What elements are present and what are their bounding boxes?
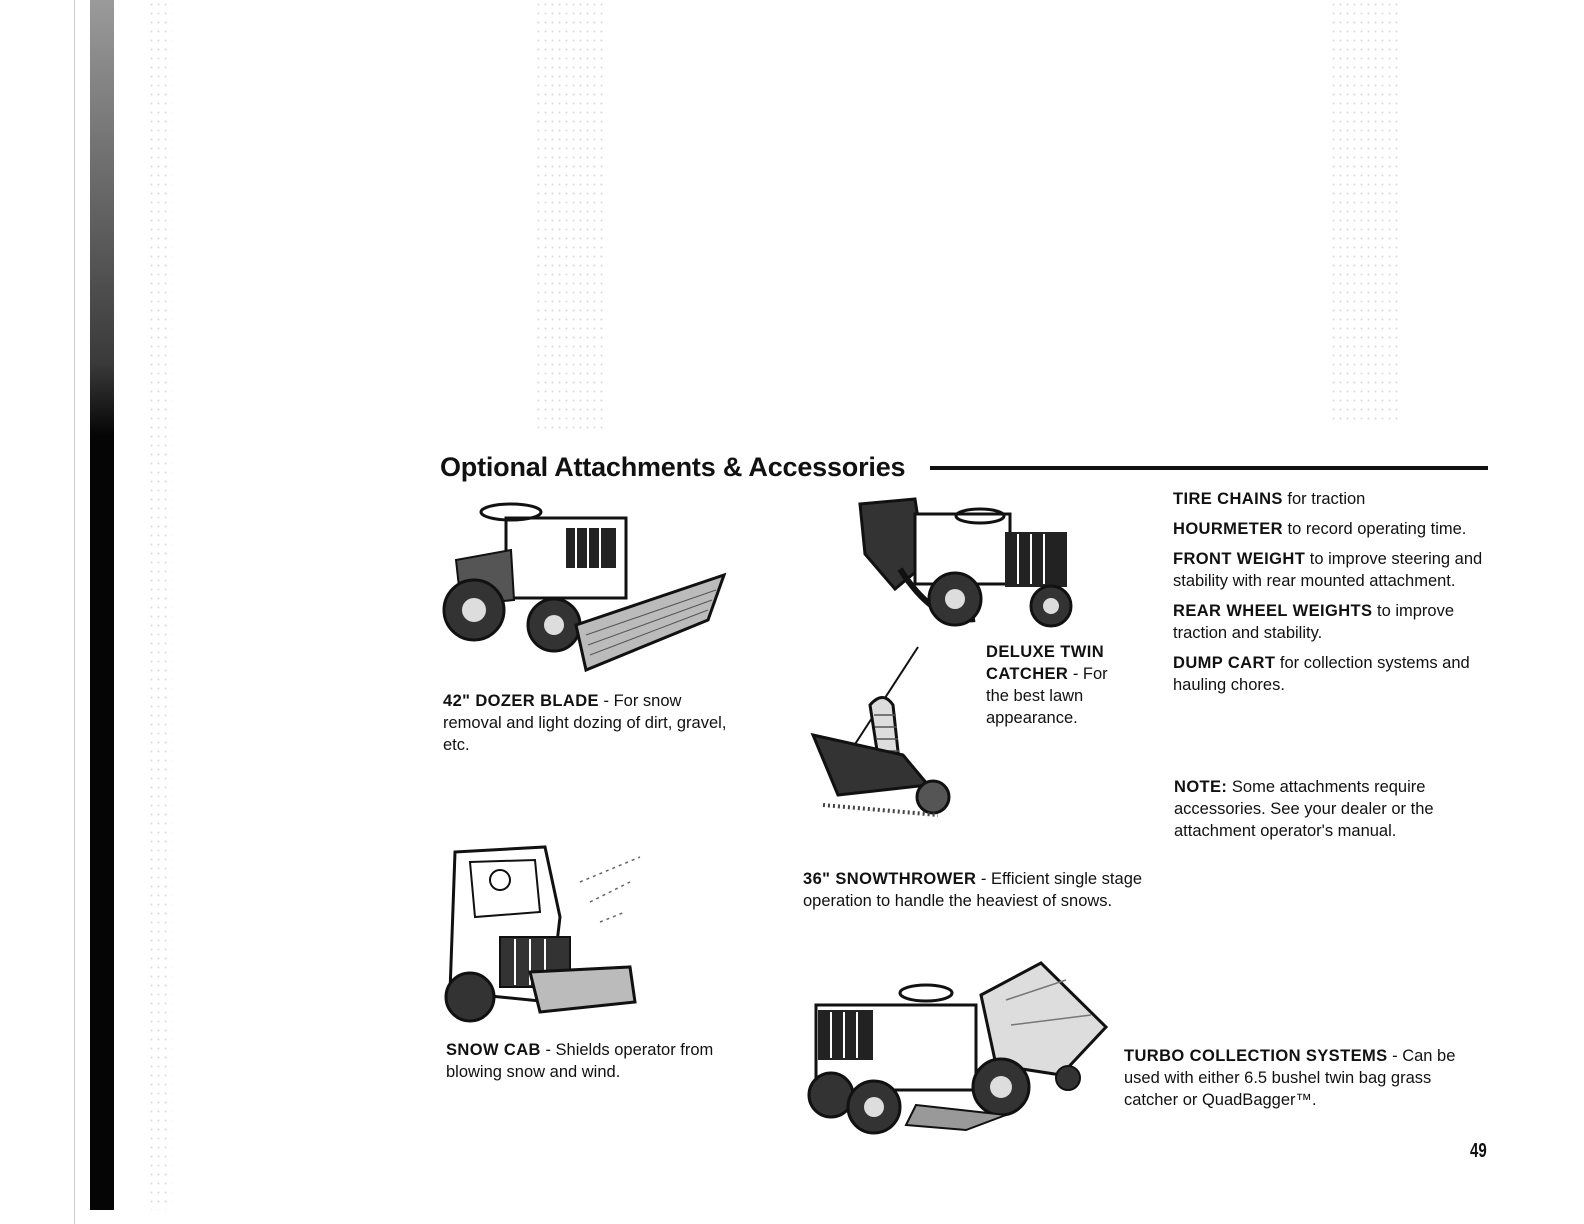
page-binding-edge <box>74 0 75 1224</box>
accessory-name: HOURMETER <box>1173 520 1283 538</box>
accessory-item <box>1173 488 1503 510</box>
accessory-item <box>1173 652 1503 696</box>
item-name: 36" SNOWTHROWER <box>803 870 977 888</box>
accessory-desc: to record operating time. <box>1282 520 1467 538</box>
accessories-list <box>1173 488 1503 704</box>
scan-speckle <box>535 0 605 430</box>
accessory-name: TIRE CHAINS <box>1173 490 1283 508</box>
item-desc: - Shields operator from blowing snow and wind. <box>446 1041 714 1081</box>
item-name: DELUXE TWIN CATCHER <box>986 643 1105 683</box>
page-number: 49 <box>1470 1140 1487 1162</box>
snow-cab-illustration <box>440 842 645 1027</box>
item-desc: - Efficient single stage operation to handle the heaviest of snows. <box>803 870 1143 910</box>
snowthrower-caption <box>803 868 1143 912</box>
dozer-blade-illustration <box>436 500 728 680</box>
accessory-name: FRONT WEIGHT <box>1173 550 1306 568</box>
item-name: TURBO COLLECTION SYSTEMS <box>1124 1047 1388 1065</box>
twin-catcher-caption <box>986 641 1134 729</box>
item-name: SNOW CAB <box>446 1041 541 1059</box>
turbo-collection-illustration <box>806 955 1118 1137</box>
accessory-desc: for traction <box>1282 490 1366 508</box>
snow-cab-caption <box>446 1039 726 1083</box>
scan-speckle <box>148 0 172 1210</box>
item-desc: - Can be used with either 6.5 bushel twin bag grass catcher or QuadBagger™. <box>1124 1047 1456 1109</box>
dozer-blade-caption <box>443 690 743 756</box>
accessory-desc: to improve traction and stability. <box>1173 602 1455 642</box>
scan-speckle <box>1330 0 1400 425</box>
accessory-desc: for collection systems and hauling chores. <box>1173 654 1470 694</box>
snowthrower-illustration <box>808 645 958 820</box>
note-text: Some attachments require accessories. See your dealer or the attachment operator's manual. <box>1174 778 1434 840</box>
item-name: 42" DOZER BLADE <box>443 692 599 710</box>
section-heading: Optional Attachments & Accessories <box>440 452 906 482</box>
accessory-name: DUMP CART <box>1173 654 1276 672</box>
item-desc: - For snow removal and light dozing of dirt, gravel, etc. <box>443 692 727 754</box>
accessory-item <box>1173 548 1503 592</box>
heading-rule <box>930 466 1488 470</box>
note-label: NOTE: <box>1174 778 1228 796</box>
accessory-desc: to improve steering and stability with rear mounted attachment. <box>1173 550 1483 590</box>
accessory-item <box>1173 518 1503 540</box>
twin-catcher-illustration <box>855 494 1080 634</box>
attachments-note <box>1174 776 1504 842</box>
accessory-name: REAR WHEEL WEIGHTS <box>1173 602 1373 620</box>
page-binding-shadow <box>90 0 114 1210</box>
turbo-collection-caption <box>1124 1045 1474 1111</box>
accessory-item <box>1173 600 1503 644</box>
item-desc: - For the best lawn appearance. <box>986 665 1108 727</box>
